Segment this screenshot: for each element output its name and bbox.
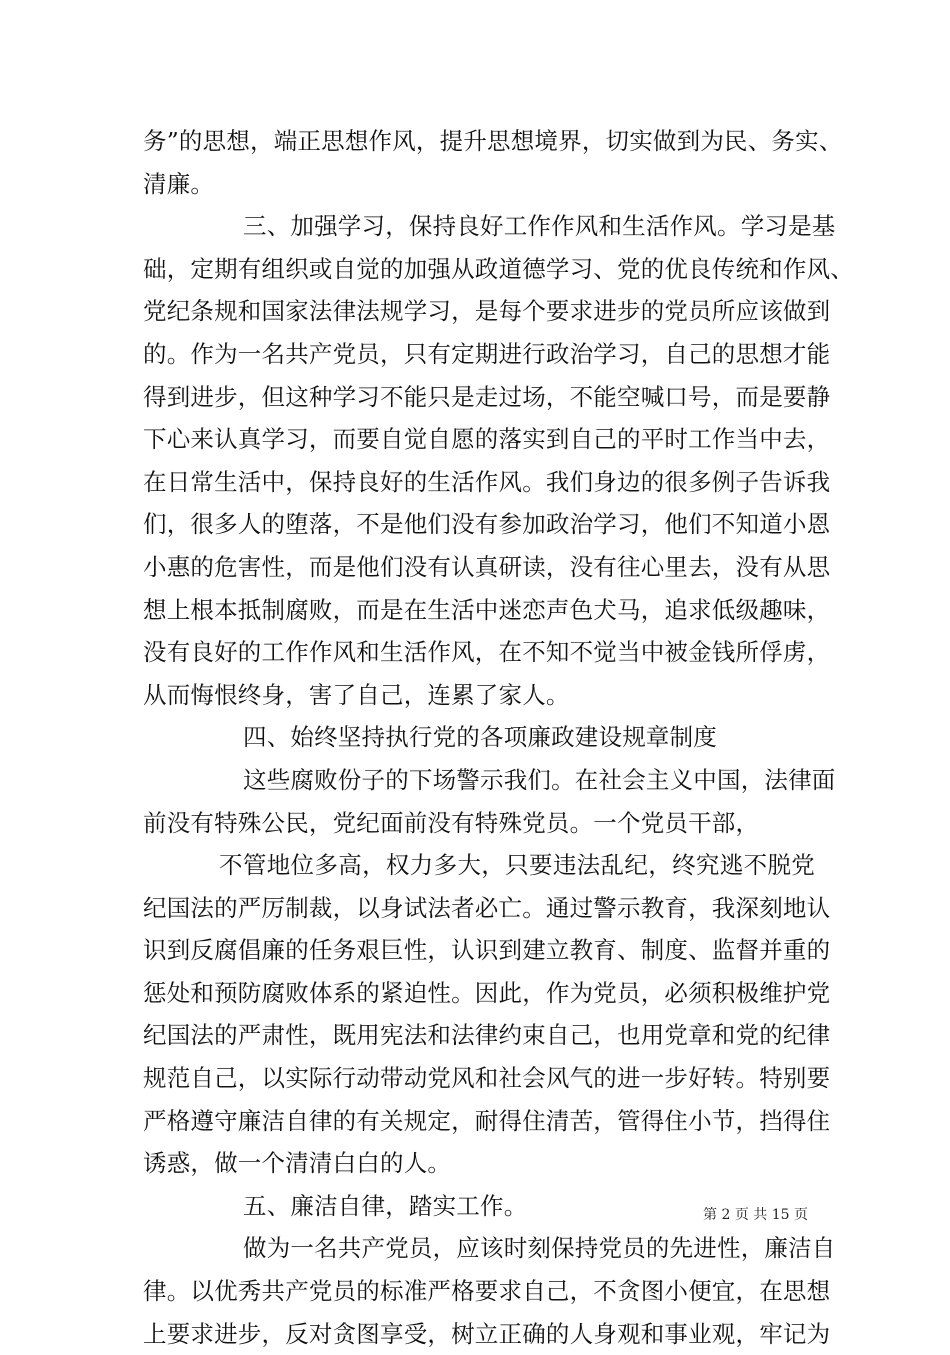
- text-line: 这些腐败份子的下场警示我们。在社会主义中国，法律面: [243, 765, 836, 794]
- text-line: 诱惑，做一个清清白白的人。: [143, 1149, 452, 1178]
- text-line: 上要求进步，反对贪图享受，树立正确的人身观和事业观，牢记为: [143, 1319, 831, 1348]
- text-line: 不管地位多高，权力多大，只要违法乱纪，终究逃不脱党: [219, 851, 815, 880]
- text-line: 严格遵守廉洁自律的有关规定，耐得住清苦，管得住小节，挡得住: [143, 1106, 831, 1135]
- text-line: 们，很多人的堕落，不是他们没有参加政治学习，他们不知道小恩: [143, 510, 831, 539]
- text-line: 小惠的危害性，而是他们没有认真研读，没有往心里去，没有从思: [143, 552, 831, 581]
- text-line: 础，定期有组织或自觉的加强从政道德学习、党的优良传统和作风、: [143, 254, 854, 283]
- text-line: 的。作为一名共产党员，只有定期进行政治学习，自己的思想才能: [143, 339, 831, 368]
- text-line: 识到反腐倡廉的任务艰巨性，认识到建立教育、制度、监督并重的: [143, 936, 831, 965]
- text-line: 党纪条规和国家法律法规学习，是每个要求进步的党员所应该做到: [143, 297, 831, 326]
- text-line: 务”的思想，端正思想作风，提升思想境界，切实做到为民、务实、: [143, 127, 843, 155]
- text-line: 前没有特殊公民，党纪面前没有特殊党员。一个党员干部，: [143, 808, 760, 837]
- text-line: 在日常生活中，保持良好的生活作风。我们身边的很多例子告诉我: [143, 467, 831, 496]
- body-text: [143, 120, 854, 1355]
- text-line: 四、始终坚持执行党的各项廉政建设规章制度: [243, 723, 717, 752]
- text-line: 纪国法的严肃性，既用宪法和法律约束自己，也用党章和党的纪律: [143, 1021, 831, 1050]
- text-line: 没有良好的工作作风和生活作风，在不知不觉当中被金钱所俘虏，: [143, 638, 831, 667]
- text-line: 做为一名共产党员，应该时刻保持党员的先进性，廉洁自: [243, 1234, 836, 1263]
- text-line: 惩处和预防腐败体系的紧迫性。因此，作为党员，必须积极维护党: [143, 978, 831, 1007]
- text-line: 规范自己，以实际行动带动党风和社会风气的进一步好转。特别要: [143, 1064, 831, 1093]
- text-line: 从而悔恨终身，害了自己，连累了家人。: [143, 680, 570, 709]
- text-line: 三、加强学习，保持良好工作作风和生活作风。学习是基: [243, 212, 836, 241]
- text-line: 下心来认真学习，而要自觉自愿的落实到自己的平时工作当中去，: [143, 425, 831, 454]
- text-line: 想上根本抵制腐败，而是在生活中迷恋声色犬马，追求低级趣味，: [143, 595, 831, 624]
- text-line: 清廉。: [143, 169, 215, 198]
- text-line: 得到进步，但这种学习不能只是走过场，不能空喊口号，而是要静: [143, 382, 831, 411]
- text-line: 五、廉洁自律，踏实工作。: [243, 1191, 528, 1220]
- text-line: 律。以优秀共产党员的标准严格要求自己，不贪图小便宜，在思想: [143, 1277, 831, 1306]
- text-line: 纪国法的严厉制裁，以身试法者必亡。通过警示教育，我深刻地认: [143, 893, 831, 922]
- page-footer: 第 2 页 共 15 页: [703, 1207, 808, 1223]
